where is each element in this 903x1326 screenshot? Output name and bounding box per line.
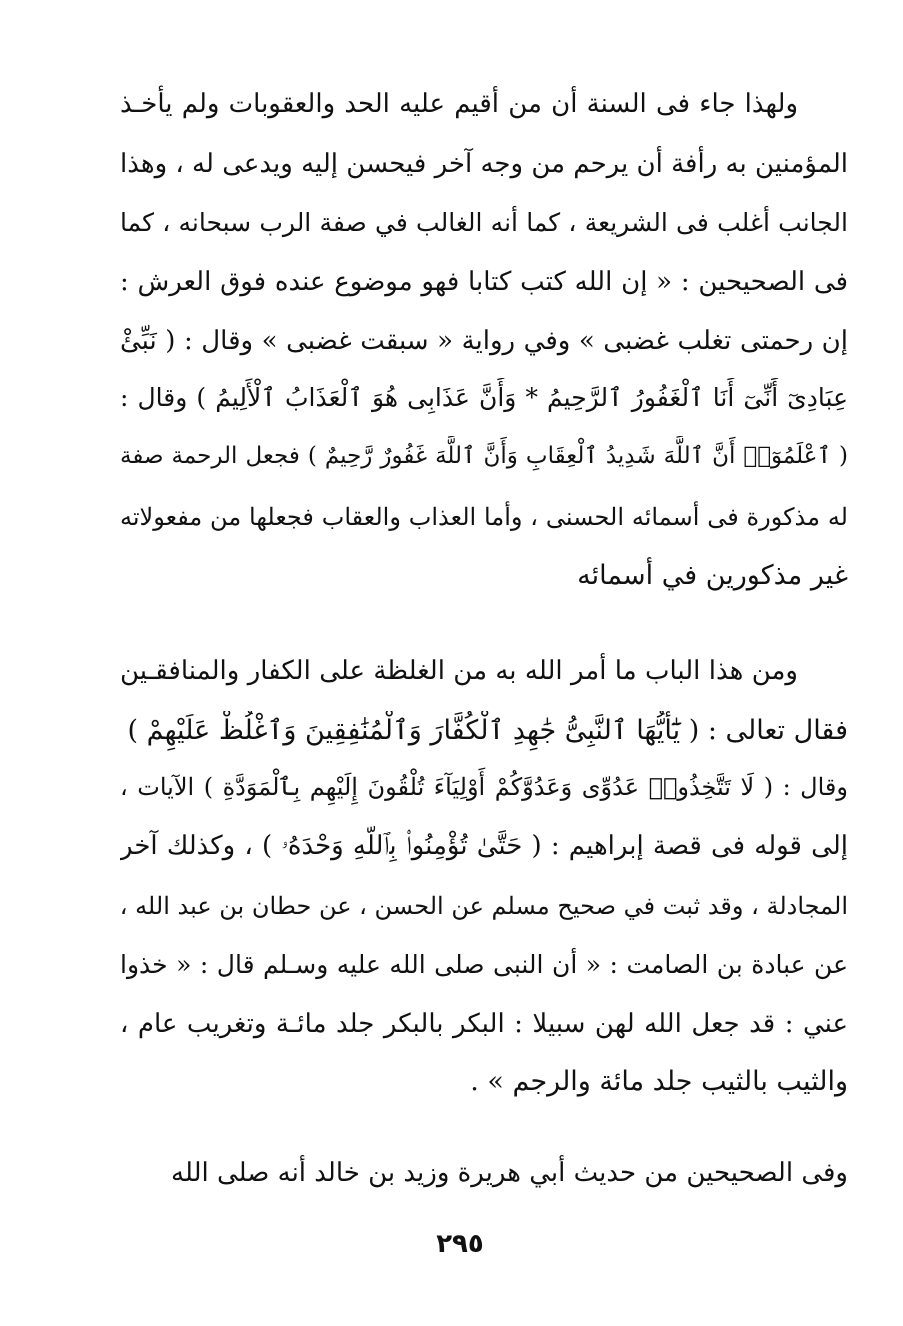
text-line: المجادلة ، وقد ثبت في صحيح مسلم عن الحسن ، عن حطان بن عبد الله ، xyxy=(120,892,848,920)
text-line: والثيب بالثيب جلد مائة والرجم » . xyxy=(470,1066,848,1097)
text-line: الجانب أغلب فى الشريعة ، كما أنه الغالب في صفة الرب سبحانه ، كما xyxy=(120,208,848,237)
text-line: عني : قد جعل الله لهن سبيلا : البكر بالبكر جلد مائـة وتغريب عام ، xyxy=(120,1009,848,1039)
quran-verse-line: وقال : ( لَا تَتَّخِذُوا۟ عَدُوِّى وَعَدُوَّكُمْ أَوْلِيَآءَ تُلْقُونَ إِلَيْهِم بِٱلْمَوَدَّةِ ) الآيات ، xyxy=(120,773,848,801)
text-line: ولهذا جاء فى السنة أن من أقيم عليه الحد والعقوبات ولم يأخـذ xyxy=(120,89,798,119)
text-line: غير مذكورين في أسمائه xyxy=(577,560,848,591)
text-line: المؤمنين به رأفة أن يرحم من وجه آخر فيحسن إليه ويدعى له ، وهذا xyxy=(120,149,848,179)
text-line: ومن هذا الباب ما أمر الله به من الغلظة على الكفار والمنافقـين xyxy=(120,656,798,686)
quran-verse-line: إلى قوله فى قصة إبراهيم : ( حَتَّىٰ تُؤْمِنُوا۟ بِٱللَّهِ وَحْدَهُۥ ) ، وكذلك آخر xyxy=(120,831,848,861)
quran-verse-line: ( ٱعْلَمُوٓا۟ أَنَّ ٱللَّهَ شَدِيدُ ٱلْعِقَابِ وَأَنَّ ٱللَّهَ غَفُورٌ رَّحِيمٌ ) فجعل الرحمة صفة xyxy=(120,443,848,469)
text-line: وفى الصحيحين من حديث أبي هريرة وزيد بن خالد أنه صلى الله xyxy=(171,1158,848,1188)
text-line: فى الصحيحين : « إن الله كتب كتابا فهو موضوع عنده فوق العرش : xyxy=(120,267,848,297)
text-line: له مذكورة فى أسمائه الحسنى ، وأما العذاب والعقاب فجعلها من مفعولاته xyxy=(120,503,848,531)
text-line: عن عبادة بن الصامت : « أن النبى صلى الله عليه وسـلم قال : « خذوا xyxy=(120,950,848,979)
text-line: إن رحمتى تغلب غضبى » وفي رواية « سبقت غضبى » وقال : ( نَبِّئْ xyxy=(120,326,848,356)
quran-verse-line: فقال تعالى : ( يَٰٓأَيُّهَا ٱلنَّبِىُّ جَٰهِدِ ٱلْكُفَّارَ وَٱلْمُنَٰفِقِينَ وَٱغْلُظْ عَلَيْهِمْ ) xyxy=(127,715,848,746)
page-number: ٢٩٥ xyxy=(436,1229,484,1259)
quran-verse-line: عِبَادِىٓ أَنِّىٓ أَنَا ٱلْغَفُورُ ٱلرَّحِيمُ * وَأَنَّ عَذَابِى هُوَ ٱلْعَذَابُ ٱلْأَلِيمُ ) وقال : xyxy=(120,383,848,412)
